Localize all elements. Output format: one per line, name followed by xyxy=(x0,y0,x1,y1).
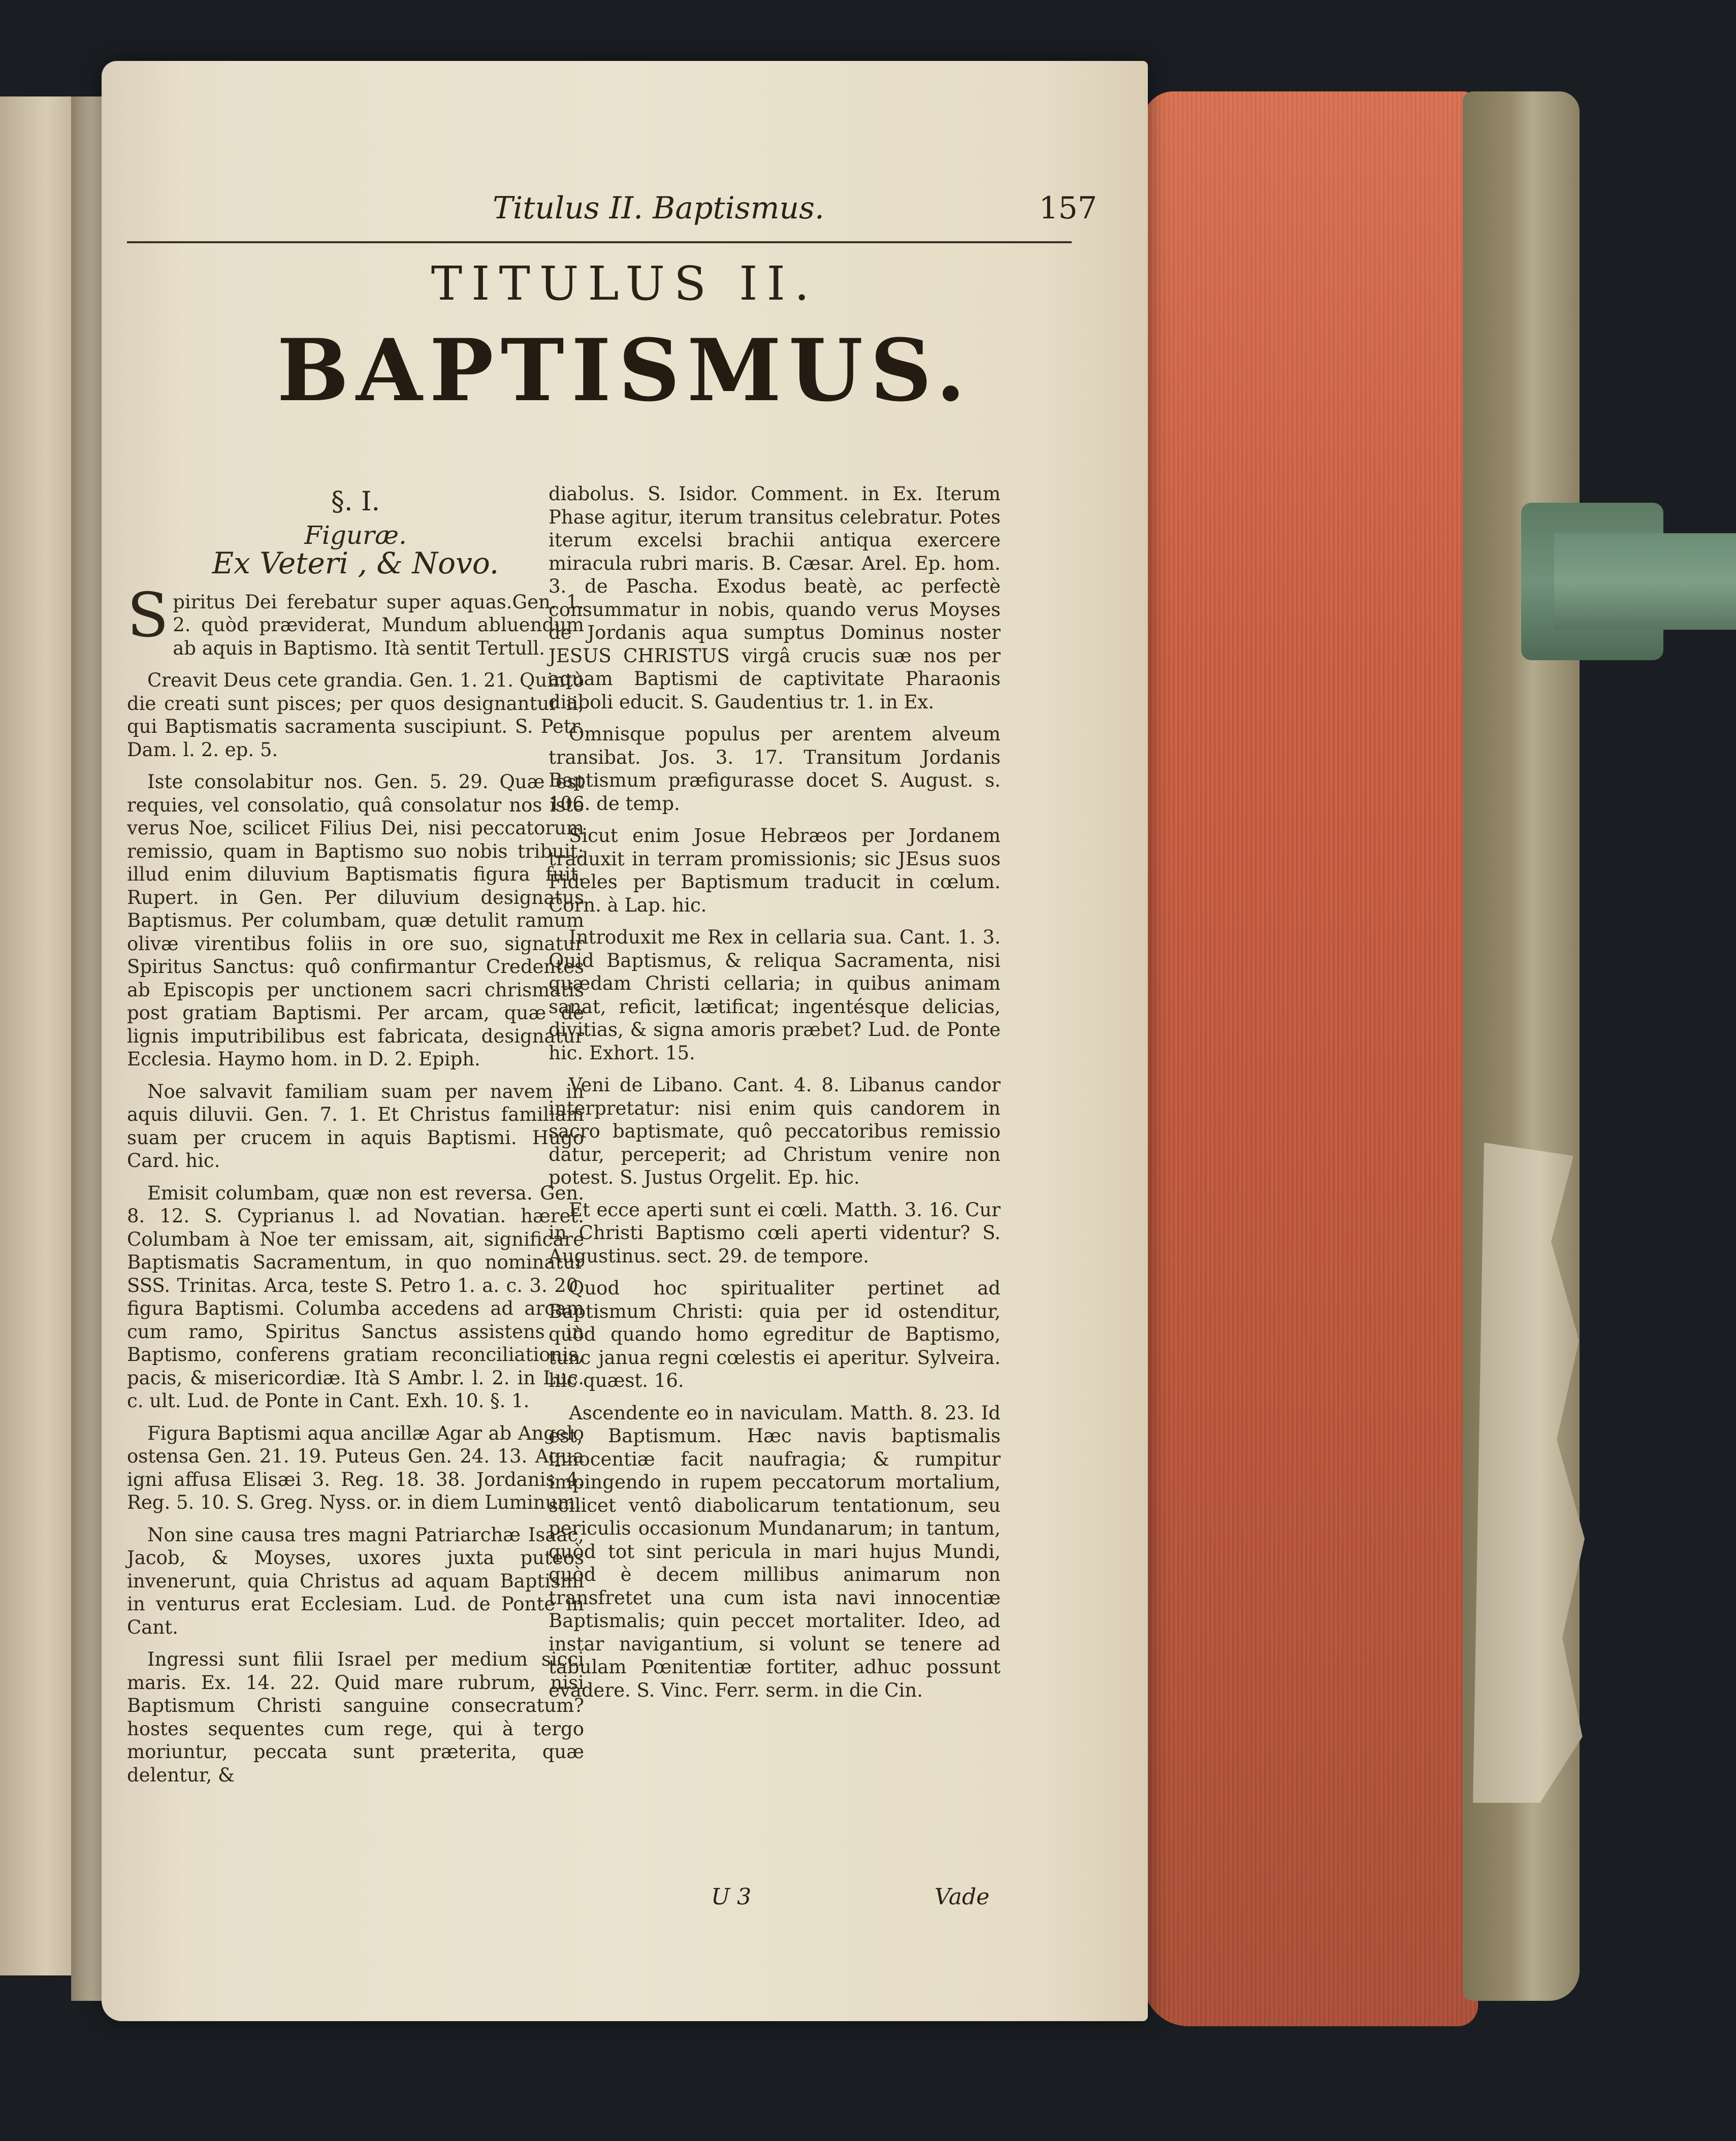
section-subheading: Ex Veteri , & Novo. xyxy=(212,546,499,580)
paragraph: Noe salvavit familiam suam per navem in aquis diluvii. Gen. 7. 1. Et Christus familiam suam per crucem in aquis Baptismi. Hugo Card. hic. xyxy=(127,1080,584,1172)
previous-page-edge xyxy=(0,96,76,1975)
section-number: §. I. xyxy=(331,486,380,517)
paragraph: Sicut enim Josue Hebræos per Jordanem traduxit in terram promissionis; sic JEsus suos Fideles per Baptismum traducit in cœlum. Corn. à Lap. hic. xyxy=(549,825,1001,916)
signature-mark: U 3 xyxy=(711,1884,752,1910)
paragraph: Introduxit me Rex in cellaria sua. Cant. 1. 3. Quid Baptismus, & reliqua Sacramenta, nisi quædam Christi cellaria; in quibus animam sanat, reficit, lætificat; ingentésque delicias, divitias, & signa amoris præbet? Lud. de Ponte hic. Exhort. 15. xyxy=(549,926,1001,1064)
paragraph: Et ecce aperti sunt ei cœli. Matth. 3. 16. Cur in Christi Baptismo cœli aperti videntur? S. Augustinus. sect. 29. de tempore. xyxy=(549,1198,1001,1267)
title-main: BAPTISMUS. xyxy=(277,320,973,420)
paragraph: Ingressi sunt filii Israel per medium sicci maris. Ex. 14. 22. Quid mare rubrum, nisi Baptismum Christi sanguine consecratum? hostes sequentes cum rege, qui à tergo moriuntur, peccata sunt præterita, quæ delentur, & xyxy=(127,1648,584,1786)
paragraph: Spiritus Dei ferebatur super aquas.Gen. 1. 2. quòd præviderat, Mundum abluendum ab aquis in Baptismo. Ità sentit Tertull. xyxy=(127,580,584,659)
paragraph: Iste consolabitur nos. Gen. 5. 29. Quæ est requies, vel consolatio, quâ consolatur nos iste verus Noe, scilicet Filius Dei, nisi peccatorum remissio, quam in Baptismo suo nobis tribuit: illud enim diluvium Baptismatis figura fuit. Rupert. in Gen. Per diluvium designatus Baptismus. Per columbam, quæ detulit ramum olivæ virentibus foliis in ore suo, signatur Spiritus Sanctus: quô confirmantur Credentes ab Episcopis per unctionem sacri chrismatis post gratiam Baptismi. Per arcam, quæ de lignis imputribilibus est fabricata, designatur Ecclesia. Haymo hom. in D. 2. Epiph. xyxy=(127,771,584,1070)
section-heading: Figuræ. xyxy=(304,520,407,550)
red-fore-edge xyxy=(1143,91,1478,2026)
left-column xyxy=(127,488,584,1796)
paragraph: Emisit columbam, quæ non est reversa. Gen. 8. 12. S. Cyprianus l. ad Novatian. hæret. Columbam à Noe ter emissam, ait, significare Baptismatis Sacramentum, in quo nominatur SSS. Trinitas. Arca, teste S. Petro 1. a. c. 3. 20. figura Baptismi. Columba accedens ad arcam cum ramo, Spiritus Sanctus assistens in Baptismo, conferens gratiam reconciliationis, pacis, & misericordiæ. Ità S Ambr. l. 2. in Luc. c. ult. Lud. de Ponte in Cant. Exh. 10. §. 1. xyxy=(127,1182,584,1412)
paragraph: Quod hoc spiritualiter pertinet ad Baptismum Christi: quia per id ostenditur, quòd quando homo egreditur de Baptismo, tunc janua regni cœlestis ei aperitur. Sylveira. hic quæst. 16. xyxy=(549,1277,1001,1391)
right-column xyxy=(549,482,1001,1711)
paragraph: Veni de Libano. Cant. 4. 8. Libanus candor interpretatur: nisi enim quis candorem in sacro baptismate, quô peccatoribus remissio datur, perceperit; ad Christum venire non potest. S. Justus Orgelit. Ep. hic. xyxy=(549,1074,1001,1188)
running-head-title: Titulus II. Baptismus. xyxy=(493,190,824,226)
paragraph: diabolus. S. Isidor. Comment. in Ex. Iterum Phase agitur, iterum transitus celebratur. Potes iterum excelsi brachii antiqua exercere miracula rubri maris. B. Cæsar. Arel. Ep. hom. 3. de Pascha. Exodus beatè, ac perfectè consummatur in nobis, quando verus Moyses de Jordanis aqua sumptus Dominus noster JESUS CHRISTUS virgâ crucis suæ nos per aquam Baptismi de captivitate Pharaonis diaboli educit. S. Gaudentius tr. 1. in Ex. xyxy=(549,483,1001,713)
clasp-band xyxy=(1554,533,1736,630)
head-rule xyxy=(127,241,1072,243)
running-head xyxy=(386,190,1097,226)
paragraph: Non sine causa tres magni Patriarchæ Isaac, Jacob, & Moyses, uxores juxta puteos invenerunt, quia Christus ad aquam Baptismi in venturus erat Ecclesiam. Lud. de Ponte in Cant. xyxy=(127,1523,584,1638)
title-label: TITULUS II. xyxy=(431,256,819,311)
paragraph: Omnisque populus per arentem alveum transibat. Jos. 3. 17. Transitum Jordanis Baptismum præfigurasse docet S. August. s. 106. de temp. xyxy=(549,723,1001,815)
catchword: Vade xyxy=(935,1884,990,1910)
paragraph: Ascendente eo in naviculam. Matth. 8. 23. Id est, Baptismum. Hæc navis baptismalis innocentiæ facit naufragia; & rumpitur impingendo in rupem peccatorum mortalium, scilicet ventô diabolicarum tentationum, seu periculis occasionum Mundanarum; in tantum, quòd tot sint pericula in mari hujus Mundi, quòd è decem millibus animarum non transfretet una cum ista navi innocentiæ Baptismalis; quin peccet mortaliter. Ideo, ad instar navigantium, si volunt se tenere ad tabulam Pœnitentiæ fortiter, adhuc possunt evadere. S. Vinc. Ferr. serm. in die Cin. xyxy=(549,1402,1001,1701)
paragraph: Figura Baptismi aqua ancillæ Agar ab Angelo ostensa Gen. 21. 19. Puteus Gen. 24. 13. Aqua igni affusa Elisæi 3. Reg. 18. 38. Jordanis 4. Reg. 5. 10. S. Greg. Nyss. or. in diem Luminum. xyxy=(127,1422,584,1513)
page-content xyxy=(102,61,1148,2021)
page-number: 157 xyxy=(1039,190,1097,226)
paragraph: Creavit Deus cete grandia. Gen. 1. 21. Quintò die creati sunt pisces; per quos designantur ii, qui Baptismatis sacramenta suscipiunt. S. Petr. Dam. l. 2. ep. 5. xyxy=(127,669,584,761)
